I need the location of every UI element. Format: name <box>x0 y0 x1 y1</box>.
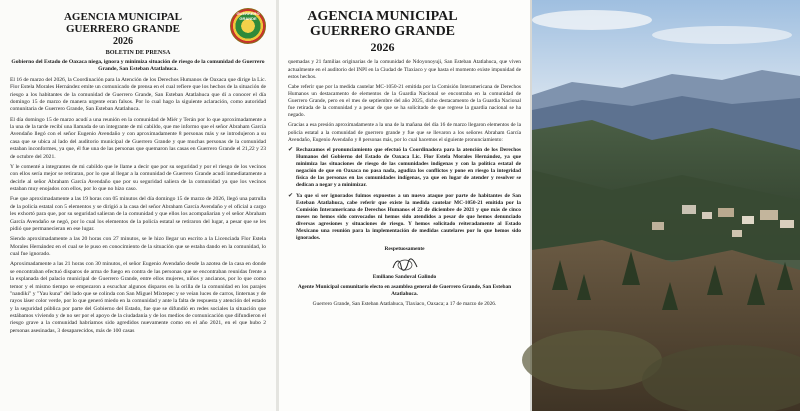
seal-label: GUERRERO GRANDE <box>236 11 260 21</box>
closing-text: Respetuosamente <box>384 246 425 253</box>
signature-icon <box>390 257 420 273</box>
document-footer: Guerrero Grande, San Esteban Atatlahuca, Tlaxiaco, Oaxaca; a 17 de marzo de 2026. <box>312 300 497 307</box>
paragraph: Cabe referir que por la medida cautelar MC-1050-21 emitida por la Comisión Interamericana de Derechos Humanos un destacamento de elementos de la Guardia Nacional se encontraba en la comunidad de Guerrero Grande, pero en el mes de septiembre del año 2025, dicho destacamento de la Guardia Nacional fue retirada de la comunidad y a pesar de que se ha solicitado de que regrese la guardia nacional se ha negado. <box>288 83 521 119</box>
paragraph: Y le comenté a integrantes de mi cabildo que le llame a decir que por su seguridad y por el riesgo de los vecinos con ellos sería mejor se retiraran, por lo que al llegar a la comunidad de Guerrero Grande acudí inmediatamente a decirle al señor Abraham García Avendaño que por su seguridad saliera de la comunidad ya que los vecinos estaban muy enojados con ellos, por lo que no hizo caso. <box>10 163 266 193</box>
paragraph: El día domingo 15 de marzo acudí a una reunión en la comunidad de Miér y Terán por lo que aproximadamente a la una de la tarde recibí una llamada de un integrante de mi cabildo, que me informo que el señor Abraham García Avendaño llegó con el señor Eugenio Avendaño y con aproximadamente 8 personas más y se introdujeron a su casa que se ubica al lado del auditorio municipal de Guerrero Grande y que muchas personas de la comunidad estaban inconformes, ya que, él fue una de las personas que quemaron las casas en Guerrero Grande el 21,22 y 23 de octubre del 2021. <box>10 116 266 160</box>
paragraph: quemadas y 21 familias originarias de la comunidad de Ndoyonoyuji, San Esteban Atatlahuca, que viven actualmente en el auditorio del INPI en la Ciudad de Tlaxiaco y que hasta el momento existe impunidad de estos hechos. <box>288 59 521 80</box>
bullet-text: Ya que si ser ignorados fuimos expuestos a un nuevo ataque por parte de habitantes de San Esteban Atatlahuca, cabe referir que existe la medida cautelar MC-1050-21 emitida por la Comisión Interamericana de Derechos Humanos el 22 de diciembre de 2021 y que más de cinco meses no hemos sido convocados ni hemos sido atendidos a pesar de que hemos denunciado diversas agresiones y situaciones de riesgo. Y hemos solicitado reiteradamente al Estado Mexicano una reunión para la implementación de medidas cautelares por lo que hemos sido ignorados. <box>296 192 521 242</box>
bulletin-label: BOLETIN DE PRENSA <box>105 49 171 57</box>
paragraph: Aproximadamente a las 21 horas con 30 minutos, el señor Eugenio Avendaño desde la azotea de la casa en donde se encontraban efectuó disparos de arma de fuego en contra de las personas que se encontraban reunidas frente a la explanada del palacio municipal de Guerrero Grande, entre ellos mujeres, niños y ancianos, por lo que como temor y el mismo tiempo se empezaron a escuchar algunos disparos en la orilla de la comunidad en los parajes "nandiki" y "Yau kuna" del lado que se colinda con San Miguel Mixtepec y se veían luces de carros, linternas y de rayos láser color verde, por lo que generó miedo en la comunidad y ante la falta de respuesta y atención del estado y la seguridad pública por parte del Gobierno del Estado, fue que se difundió en redes sociales la situación que estábamos viviendo y de no ser por el apoyo de la ciudadanía y de los medios de comunicación que difundieron el riesgo grave a la comunidad habríamos sido agredidos nuevamente como en el año 2021, en el que hubo 2 personas asesinadas, 3 desaparecidos, más de 100 casas <box>10 261 266 334</box>
checkmark-bullet-icon: ✔ <box>288 146 294 153</box>
headline: Gobierno del Estado de Oaxaca niega, ignora y minimiza situación de riesgo de la comunidad de Guerrero Grande, San Esteban Atatlahuca. <box>11 59 265 73</box>
paragraph: Siendo aproximadamente a las 20 horas con 27 minutos, se le hizo llegar un escrito a la Licenciada Flor Estela Morales Hernández en el cual se le puso en conocimiento de la situación que se estaba dando en la comunidad, lo cual fue ignorado. <box>10 236 266 258</box>
list-item <box>288 193 521 243</box>
signer-title: Agente Municipal comunitario electo en asamblea general de Guerrero Grande, San Esteban Atatlahuca. <box>297 283 512 297</box>
signature-block <box>288 246 521 298</box>
landscape-image <box>532 0 800 411</box>
bullet-text: Rechazamos el pronunciamiento que efectuó la Coordinadora para la atención de los Derechos Humanos del Gobierno del Estado de Oaxaca Lic. Flor Estela Morales Hernández, ya que minimiza las situaciones de riesgo de las comunidades indígenas y con la política estatal de negación de que en Oaxaca no pasa nada, agudiza los conflictos y pone en riesgo la integridad física de las personas en las comunidades indígenas, ya que en lugar de atender y resolver se dedican a negar y a minimizar. <box>296 146 521 189</box>
agency-seal-icon <box>230 8 266 44</box>
agency-title-line: AGENCIA MUNICIPAL GUERRERO GRANDE <box>63 11 183 35</box>
agency-title <box>28 12 218 35</box>
signer-name: Emiliano Sandoval Galindo <box>372 273 437 280</box>
press-release-page-1 <box>0 0 276 411</box>
year-label: 2026 <box>370 40 395 55</box>
list-item <box>288 147 521 190</box>
agency-title-line: AGENCIA MUNICIPAL GUERRERO GRANDE <box>307 9 458 39</box>
checkmark-bullet-icon: ✔ <box>288 192 294 199</box>
press-release-page-2 <box>279 0 530 411</box>
year-label: 2026 <box>113 36 133 48</box>
paragraph: Gracias a esa presión aproximadamente a la una de la mañana del día 16 de marzo llegaron elementos de la policía estatal a la comunidad de guerrero grande y fue que se llevaron a los señores Abraham García Avendaño, Eugenio Avendaño y 8 personas más, por lo cual hacemos el siguiente pronunciamiento: <box>288 122 521 143</box>
cloud <box>652 26 792 44</box>
mountain-village-photo <box>532 0 800 411</box>
paragraph: El 16 de marzo del 2026, la Coordinación para la Atención de los Derechos Humanos de Oaxaca que dirige la Lic. Flor Estela Morales Hernández emite un comunicado de prensa en el cual refiere que los hechos de la situación de riesgo a los habitantes de la comunidad de Guerrero Grande, San Esteban Atatlahuca que dí a conocer el día domingo 15 de marzo de manera urgente eran falsos. Por lo cual hago la siguiente aclaración, como autoridad comunitaria de Guerrero Grande, San Esteban Atatlahuca. <box>10 76 266 113</box>
cloud <box>532 10 652 30</box>
agency-title <box>288 10 477 39</box>
paragraph: Fue que aproximadamente a las 19 horas con 05 minutos del día domingo 15 de marzo de 2026, llegó una patrulla de la policía estatal con 5 elementos y se dirigió a la casa del señor Abraham García Avendaño y el oficial a cargo les exhortó para que, por su seguridad salieran de la comunidad y que ellos los acompañarían y el señor Abraham García Avendaño se negó, por lo cual los elementos de la policía estatal se retiraron del lugar, a pesar que se les pidió que permanecieran en ese lugar. <box>10 196 266 232</box>
